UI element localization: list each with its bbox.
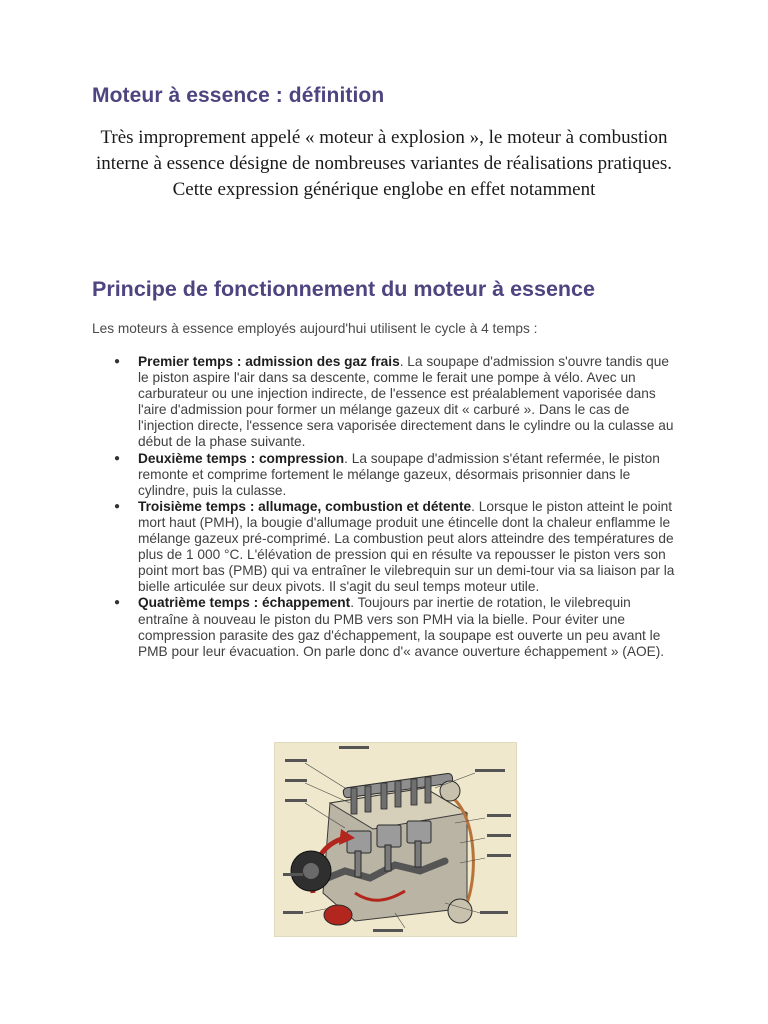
list-item-stroke-3: [114, 498, 680, 596]
bullet-icon: ●: [114, 597, 121, 609]
list-item-stroke-1: [114, 354, 680, 451]
stroke-description: . Lorsque le piston atteint le point mort haut (PMH), la bougie d'allumage produit une étincelle dont la chaleur enflamme le mélange gazeux pré-comprimé. La combustion peut alors atteindre des températures de plus de 1 000 °C. L'élévation de pression qui en résulte va repousser le piston vers son point mort bas (PMB) qui va entraîner le vilebrequin sur un demi-tour via sa liaison par la bielle articulée sur deux pivots. Il s'agit du seul temps moteur utile.: [138, 498, 675, 595]
list-item-stroke-2: [114, 450, 680, 499]
section-title-principle: Principe de fonctionnement du moteur à essence: [92, 277, 595, 301]
engine-cutaway-illustration: [274, 742, 517, 937]
stroke-description: . La soupape d'admission s'ouvre tandis que le piston aspire l'air dans sa descente, comme le ferait une pompe à vélo. Avec un carburateur ou une injection indirecte, de l'essence est préalablement vaporisée dans l'aire d'admission pour former un mélange gazeux dit « carburé ». Dans le cas de l'injection directe, l'essence sera vaporisée directement dans le cylindre ou la culasse au début de la phase suivante.: [138, 354, 674, 450]
list-item-stroke-4: [114, 595, 680, 659]
cycle-intro-text: Les moteurs à essence employés aujourd'hui utilisent le cycle à 4 temps :: [92, 321, 538, 336]
stroke-heading: Troisième temps : allumage, combustion et détente: [138, 498, 472, 514]
stroke-heading: Deuxième temps : compression: [138, 450, 345, 466]
bullet-icon: ●: [114, 500, 121, 512]
stroke-description: . Toujours par inertie de rotation, le vilebrequin entraîne à nouveau le piston du PMB vers son PMH via la bielle. Pour éviter une compression parasite des gaz d'échappement, la soupape est ouverte un peu avant le PMB pour leur évacuation. On parle donc d'« avance ouverture échappement » (AOE).: [138, 595, 665, 659]
four-stroke-list: [114, 354, 680, 660]
stroke-heading: Quatrième temps : échappement: [138, 595, 351, 611]
engine-drawing: [275, 743, 516, 936]
bullet-icon: ●: [114, 356, 121, 367]
stroke-heading: Premier temps : admission des gaz frais: [138, 354, 400, 369]
stroke-description: . La soupape d'admission s'étant refermée, le piston remonte et comprime fortement le mélange gazeux, désormais prisonnier dans le cylindre, puis la culasse.: [138, 450, 660, 498]
section-title-definition: Moteur à essence : définition: [92, 84, 385, 107]
bullet-icon: ●: [114, 452, 121, 464]
definition-paragraph: Très improprement appelé « moteur à explosion », le moteur à combustion interne à essence désigne de nombreuses variantes de réalisations pratiques. Cette expression générique englobe en effet notamment: [95, 127, 673, 200]
